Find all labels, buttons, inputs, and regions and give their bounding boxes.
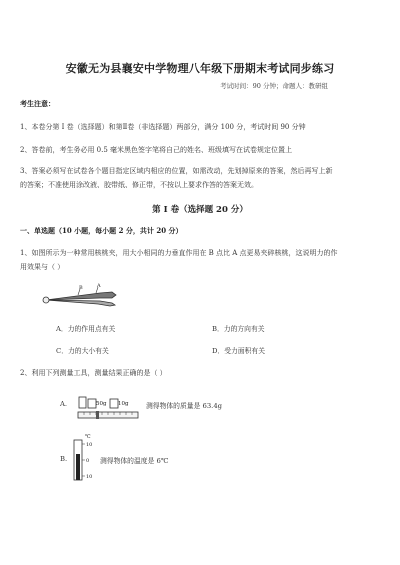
question-1-stem-cont: 用效果与（ ） (20, 263, 65, 271)
q1-option-a[interactable]: A．力的作用点有关 (56, 325, 116, 333)
notes-heading: 考生注意： (20, 99, 55, 108)
q2-option-a-letter[interactable]: A. (60, 400, 68, 408)
note-item-1: 1、本卷分第 I 卷（选择题）和第Ⅱ卷（非选择题）两部分，满分 100 分，考试时间 90 分钟 (20, 123, 306, 131)
note-item-3-cont: 的答案；不准使用涂改液、胶带纸、修正带，不按以上要求作答的答案无效。 (20, 181, 258, 189)
q1-option-b[interactable]: B．力的方向有关 (212, 325, 265, 333)
point-a-label: A (97, 283, 101, 289)
therm-unit-label: ℃ (85, 434, 91, 440)
exam-info: 考试时间：90 分钟；命题人：教研组 (220, 82, 328, 90)
point-b-label: B (79, 285, 83, 291)
part-heading: 一、单选题（10 小题，每小题 2 分，共计 20 分） (20, 226, 183, 235)
note-item-3: 3、答案必须写在试卷各个题目指定区域内相应的位置，如需改动，先划掉原来的答案，然后再写上新 (20, 167, 333, 175)
therm-bottom-label: 10 (86, 474, 93, 480)
note-item-2: 2、答卷前，考生务必用 0.5 毫米黑色签字笔将自己的姓名、班级填写在试卷规定位置上 (20, 146, 293, 154)
weight-10g-label: 10g (118, 401, 129, 407)
therm-zero-label: 0 (86, 458, 90, 464)
q1-option-d[interactable]: D．受力面积有关 (212, 347, 266, 355)
weight-50g-label: 50g (96, 401, 107, 407)
q2-option-b-letter[interactable]: B. (60, 455, 68, 463)
question-1-stem: 1、如图所示为一种常用核桃夹，用大小相同的力垂直作用在 B 点比 A 点更易夹碎核桃，这说明力的作 (20, 249, 338, 257)
nutcracker-figure (40, 283, 130, 313)
thermometer-figure (72, 432, 102, 482)
q1-option-c[interactable]: C．力的大小有关 (56, 347, 109, 355)
therm-top-label: 10 (86, 442, 93, 448)
thermometer-caption: 测得物体的温度是 6℃ (100, 457, 169, 465)
page-title: 安徽无为县襄安中学物理八年级下册期末考试同步练习 (65, 62, 335, 75)
section-title: 第 I 卷（选择题 20 分） (152, 205, 248, 215)
balance-figure (76, 392, 146, 424)
balance-caption: 测得物体的质量是 63.4g (146, 402, 223, 410)
question-2-stem: 2、利用下列测量工具，测量结果正确的是（ ） (20, 369, 167, 377)
